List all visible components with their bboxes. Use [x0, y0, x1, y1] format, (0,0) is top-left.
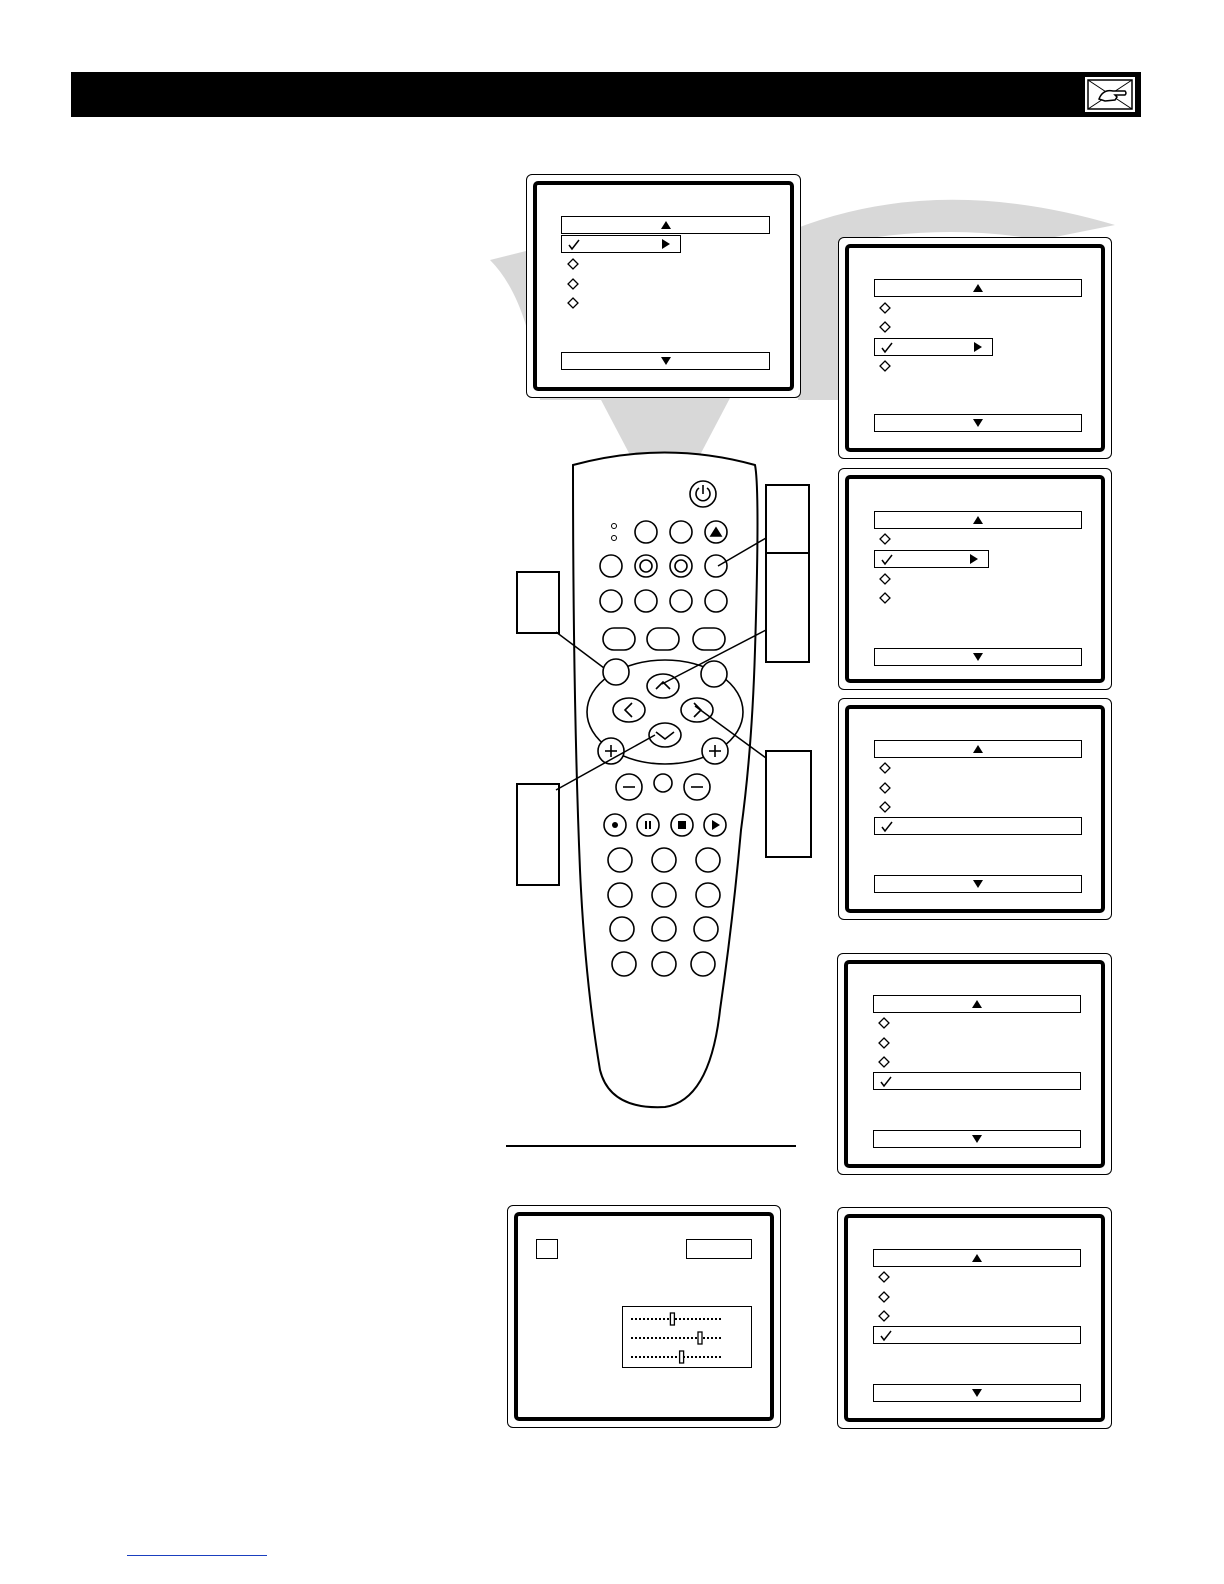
menu-row-selected[interactable] [561, 235, 681, 253]
hand-pointing-tv-icon [1083, 75, 1137, 114]
check-icon [881, 342, 893, 354]
diamond-icon [879, 592, 891, 604]
diamond-icon [879, 360, 891, 372]
up-triangle-icon [973, 745, 983, 753]
menu-row-selected[interactable] [874, 817, 1082, 835]
diamond-icon [567, 297, 579, 309]
menu-scroll-up[interactable] [873, 995, 1081, 1013]
down-triangle-icon [972, 1389, 982, 1397]
menu-scroll-down[interactable] [561, 352, 770, 370]
right-triangle-icon [970, 554, 978, 564]
menu-scroll-up[interactable] [561, 216, 770, 234]
check-icon [881, 554, 893, 566]
menu-row-selected[interactable] [873, 1326, 1081, 1344]
menu-scroll-down[interactable] [874, 648, 1082, 666]
down-triangle-icon [661, 357, 671, 365]
menu-scroll-up[interactable] [874, 279, 1082, 297]
menu-scroll-down[interactable] [873, 1384, 1081, 1402]
up-triangle-icon [972, 1254, 982, 1262]
diamond-icon [879, 801, 891, 813]
diamond-icon [567, 258, 579, 270]
down-triangle-icon [973, 880, 983, 888]
check-icon [881, 821, 893, 833]
menu-screen-e [837, 1207, 1112, 1429]
down-triangle-icon [973, 653, 983, 661]
slider-handle[interactable] [670, 1313, 674, 1325]
diamond-icon [879, 321, 891, 333]
down-triangle-icon [973, 419, 983, 427]
menu-scroll-down[interactable] [874, 875, 1082, 893]
menu-screen-d [837, 953, 1112, 1175]
diamond-icon [878, 1291, 890, 1303]
menu-scroll-down[interactable] [873, 1130, 1081, 1148]
diamond-icon [879, 762, 891, 774]
menu-screen-c [838, 698, 1112, 920]
slider-group[interactable] [623, 1307, 751, 1367]
header-bar [71, 72, 1141, 117]
check-icon [880, 1076, 892, 1088]
diamond-icon [879, 782, 891, 794]
menu-row-selected[interactable] [874, 338, 993, 356]
menu-scroll-up[interactable] [874, 740, 1082, 758]
channel-box [536, 1239, 558, 1259]
diamond-icon [878, 1017, 890, 1029]
right-triangle-icon [662, 239, 670, 249]
right-triangle-icon [974, 342, 982, 352]
menu-scroll-down[interactable] [874, 414, 1082, 432]
slider-panel [622, 1306, 752, 1368]
diamond-icon [567, 278, 579, 290]
diamond-icon [878, 1310, 890, 1322]
main-menu-screen [526, 174, 801, 398]
section-divider [506, 1145, 796, 1147]
check-icon [880, 1330, 892, 1342]
slider-handle[interactable] [680, 1351, 684, 1363]
diamond-icon [878, 1271, 890, 1283]
diamond-icon [879, 302, 891, 314]
diamond-icon [879, 533, 891, 545]
menu-screen-b [838, 468, 1112, 690]
down-triangle-icon [972, 1135, 982, 1143]
diamond-icon [878, 1056, 890, 1068]
mode-box [686, 1239, 752, 1259]
menu-scroll-up[interactable] [874, 511, 1082, 529]
menu-scroll-up[interactable] [873, 1249, 1081, 1267]
up-triangle-icon [661, 221, 671, 229]
diamond-icon [879, 573, 891, 585]
up-triangle-icon [973, 516, 983, 524]
check-icon [568, 239, 580, 251]
up-triangle-icon [973, 284, 983, 292]
menu-row-selected[interactable] [873, 1072, 1081, 1090]
menu-screen-a [838, 237, 1112, 459]
picture-adjust-screen [507, 1205, 781, 1428]
menu-row-selected[interactable] [874, 550, 989, 568]
up-triangle-icon [972, 1000, 982, 1008]
callout-leaders [500, 480, 820, 900]
slider-handle[interactable] [698, 1332, 702, 1344]
diamond-icon [878, 1037, 890, 1049]
footer-link-underline[interactable] [127, 1555, 267, 1556]
